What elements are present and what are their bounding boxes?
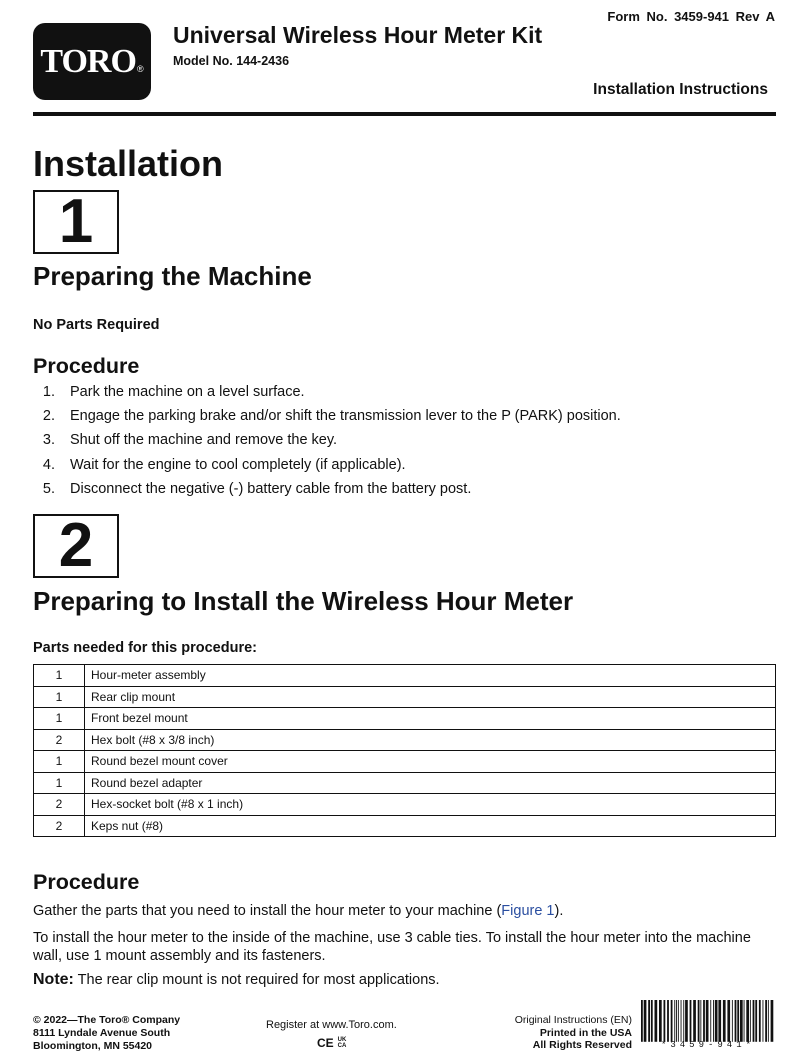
step-number: 2.: [42, 408, 55, 425]
product-title: Universal Wireless Hour Meter Kit: [173, 22, 543, 48]
step-2-procedure-heading: Procedure: [33, 870, 140, 894]
step-number: 1.: [42, 384, 55, 400]
ukca-top: UK: [337, 1037, 347, 1043]
barcode-bar: [648, 1000, 650, 1042]
barcode-bar: [768, 1000, 769, 1042]
figure-1-link[interactable]: Figure 1: [501, 903, 555, 919]
barcode-bar: [700, 1000, 701, 1042]
barcode-bar: [671, 1000, 673, 1042]
barcode-bar: [690, 1000, 692, 1042]
certification-marks: [317, 1036, 346, 1050]
part-quantity: 2: [34, 815, 85, 837]
model-number: Model No. 144-2436: [173, 54, 290, 68]
logo-registered-mark: ®: [136, 63, 144, 74]
footer-legal: [515, 1014, 632, 1052]
step-2-number-box: 2: [33, 514, 119, 578]
part-name: Round bezel mount cover: [85, 751, 776, 773]
barcode-icon: [640, 1000, 776, 1044]
barcode-bar: [723, 1000, 726, 1042]
note-text: The rear clip mount is not required for most applications.: [77, 972, 440, 988]
step-text: Shut off the machine and remove the key.: [70, 432, 338, 449]
step-1-parts-note: No Parts Required: [33, 317, 160, 333]
step-number: 5.: [42, 480, 55, 497]
table-row: [34, 708, 776, 730]
step-1-procedure-heading: Procedure: [33, 354, 140, 378]
procedure-step: [33, 481, 621, 505]
footer-company-info: [33, 1014, 180, 1053]
barcode-bar: [735, 1000, 737, 1042]
note-paragraph: [33, 971, 773, 989]
barcode-bar: [759, 1000, 761, 1042]
form-number: Form No. 3459-941 Rev A: [607, 9, 775, 24]
part-name: Hex-socket bolt (#8 x 1 inch): [85, 794, 776, 816]
note-label: Note:: [33, 971, 74, 988]
table-row: [34, 815, 776, 837]
barcode-bar: [750, 1000, 751, 1042]
barcode-bar: [718, 1000, 721, 1042]
footer-address-line2: Bloomington, MN 55420: [33, 1040, 153, 1052]
step-text: Park the machine on a level surface.: [70, 384, 305, 400]
barcode-bar: [732, 1000, 733, 1042]
barcode-bar: [744, 1000, 745, 1042]
barcode-bar: [765, 1000, 767, 1042]
footer-address-line1: 8111 Lyndale Avenue South: [33, 1027, 171, 1039]
barcode-bar: [753, 1000, 755, 1042]
para1-text: Gather the parts that you need to install the hour meter to your machine (: [33, 903, 502, 919]
barcode-bar: [667, 1000, 669, 1042]
barcode-bar: [641, 1000, 643, 1042]
barcode-bar: [659, 1000, 662, 1042]
barcode-bar: [681, 1000, 682, 1042]
barcode-bar: [703, 1000, 705, 1042]
barcode-bar: [685, 1000, 688, 1042]
install-options-paragraph: To install the hour meter to the inside of the machine, use 3 cable ties. To install the hour meter into the machine wall, use 1 mount assembly and its fasteners.: [33, 930, 751, 964]
part-quantity: 1: [34, 686, 85, 708]
barcode-bar: [693, 1000, 696, 1042]
ukca-mark-icon: [338, 1037, 347, 1049]
barcode-bar: [698, 1000, 700, 1042]
part-name: Hex bolt (#8 x 3/8 inch): [85, 729, 776, 751]
footer-register: Register at www.Toro.com.: [266, 1019, 397, 1031]
ce-mark-icon: CE: [317, 1036, 334, 1050]
barcode-text: *3459-941*: [660, 1040, 755, 1050]
barcode-bar: [676, 1000, 677, 1042]
barcode-bar: [740, 1000, 743, 1042]
barcode-bar: [715, 1000, 718, 1042]
barcode-bar: [737, 1000, 739, 1042]
barcode-bar: [771, 1000, 774, 1042]
part-name: Rear clip mount: [85, 686, 776, 708]
footer-original-instructions: Original Instructions (EN): [514, 1014, 632, 1026]
parts-needed-label: Parts needed for this procedure:: [33, 640, 257, 656]
step-text: Disconnect the negative (-) battery cable from the battery post.: [70, 480, 472, 497]
barcode-bar: [655, 1000, 658, 1042]
part-quantity: 1: [34, 772, 85, 794]
step-1-title: Preparing the Machine: [33, 261, 312, 291]
barcode-bar: [651, 1000, 653, 1042]
footer-copyright: © 2022—The Toro® Company: [33, 1014, 181, 1026]
table-row: [34, 686, 776, 708]
barcode-bar: [674, 1000, 675, 1042]
step-number: 4.: [42, 456, 55, 473]
table-row: [34, 729, 776, 751]
part-quantity: 2: [34, 794, 85, 816]
footer-printed: Printed in the USA: [539, 1026, 632, 1039]
part-quantity: 2: [34, 729, 85, 751]
part-name: Keps nut (#8): [85, 815, 776, 837]
ukca-bottom: CA: [337, 1043, 347, 1049]
part-quantity: 1: [34, 751, 85, 773]
gather-parts-paragraph: [33, 902, 773, 920]
barcode-bar: [644, 1000, 647, 1042]
procedure-step: [33, 384, 621, 408]
table-row: [34, 751, 776, 773]
parts-table: [33, 664, 776, 837]
barcode-bar: [706, 1000, 709, 1042]
table-row: [34, 794, 776, 816]
barcode-bar: [664, 1000, 666, 1042]
step-text: Engage the parking brake and/or shift the transmission lever to the P (PARK) position.: [70, 408, 621, 425]
step-2-title: Preparing to Install the Wireless Hour Meter: [33, 586, 574, 616]
table-row: [34, 665, 776, 687]
document-type: Installation Instructions: [593, 81, 768, 98]
part-name: Round bezel adapter: [85, 772, 776, 794]
procedure-step: [33, 457, 621, 481]
barcode-bar: [763, 1000, 764, 1042]
part-name: Front bezel mount: [85, 708, 776, 730]
part-name: Hour-meter assembly: [85, 665, 776, 687]
procedure-step: [33, 408, 621, 432]
part-quantity: 1: [34, 665, 85, 687]
barcode-bar: [678, 1000, 679, 1042]
step-number: 3.: [42, 432, 55, 449]
barcode-bar: [683, 1000, 684, 1042]
barcode-bar: [755, 1000, 757, 1042]
para1-end: ).: [554, 903, 564, 919]
step-1-number-box: 1: [33, 190, 119, 254]
part-quantity: 1: [34, 708, 85, 730]
toro-logo: [33, 23, 151, 100]
header-divider: [33, 112, 776, 116]
barcode-bar: [713, 1000, 714, 1042]
barcode-bar: [710, 1000, 711, 1042]
logo-text: TORO: [40, 42, 136, 80]
barcode-bar: [746, 1000, 749, 1042]
footer-rights: All Rights Reserved: [532, 1039, 632, 1051]
procedure-step: [33, 432, 621, 456]
step-1-procedure-list: [33, 384, 621, 505]
table-row: [34, 772, 776, 794]
section-title: Installation: [33, 143, 224, 184]
barcode-bar: [727, 1000, 730, 1042]
step-text: Wait for the engine to cool completely (if applicable).: [70, 456, 406, 473]
